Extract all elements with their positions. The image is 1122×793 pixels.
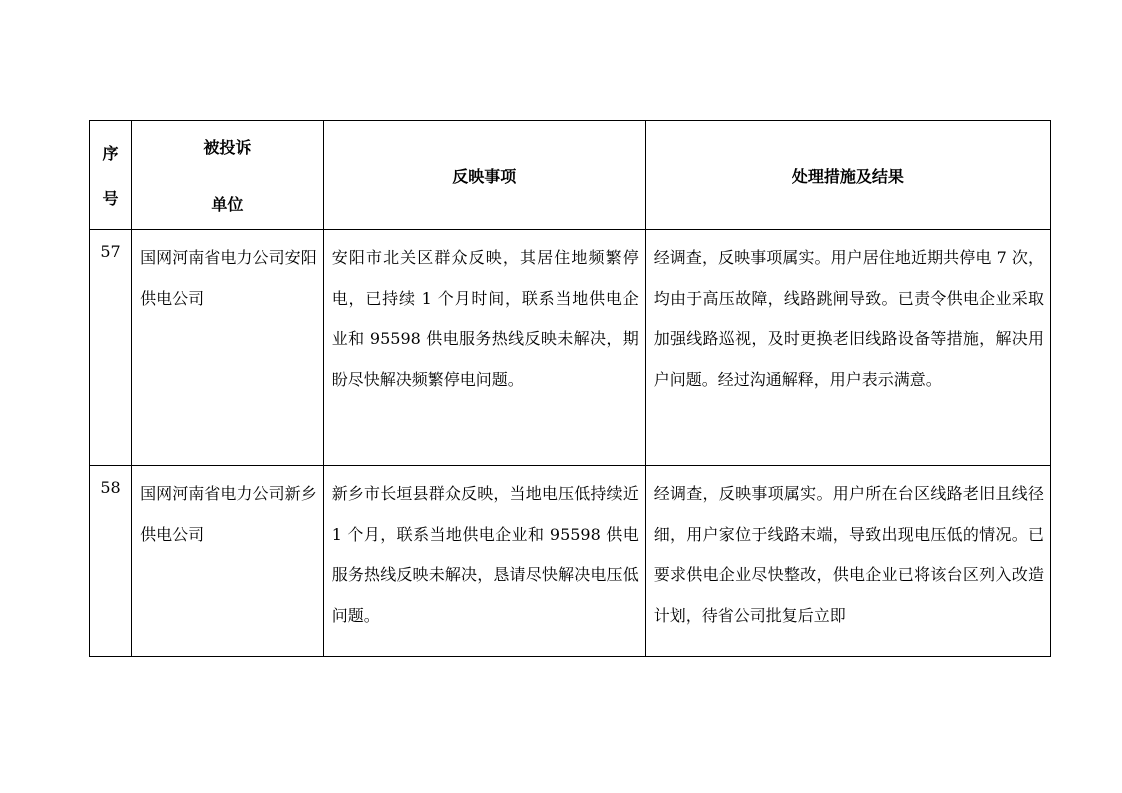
table-row <box>90 466 1051 657</box>
header-unit-line1: 被投诉 <box>203 138 252 157</box>
header-row <box>90 121 1051 230</box>
row-unit: 国网河南省电力公司新乡供电公司 <box>132 466 324 657</box>
table-row <box>90 230 1051 466</box>
header-unit <box>132 121 324 230</box>
header-seq-line2: 号 <box>102 189 119 208</box>
header-seq-line1: 序 <box>102 144 119 163</box>
complaint-table <box>89 120 1051 657</box>
row-seq: 57 <box>90 230 132 466</box>
header-seq <box>90 121 132 230</box>
row-unit: 国网河南省电力公司安阳供电公司 <box>132 230 324 466</box>
row-result: 经调查，反映事项属实。用户所在台区线路老旧且线径细，用户家位于线路末端，导致出现电压低的情况。已要求供电企业尽快整改，供电企业已将该台区列入改造计划，待省公司批复后立即 <box>645 466 1050 657</box>
row-seq: 58 <box>90 466 132 657</box>
row-issue: 安阳市北关区群众反映，其居住地频繁停电，已持续 1 个月时间，联系当地供电企业和 95598 供电服务热线反映未解决，期盼尽快解决频繁停电问题。 <box>323 230 645 466</box>
header-issue: 反映事项 <box>323 121 645 230</box>
header-unit-line2: 单位 <box>211 195 244 214</box>
header-result: 处理措施及结果 <box>645 121 1050 230</box>
row-issue: 新乡市长垣县群众反映，当地电压低持续近 1 个月，联系当地供电企业和 95598 供电服务热线反映未解决，恳请尽快解决电压低问题。 <box>323 466 645 657</box>
row-result: 经调查，反映事项属实。用户居住地近期共停电 7 次，均由于高压故障，线路跳闸导致。已责令供电企业采取加强线路巡视，及时更换老旧线路设备等措施，解决用户问题。经过沟通解释，用户表示满意。 <box>645 230 1050 466</box>
